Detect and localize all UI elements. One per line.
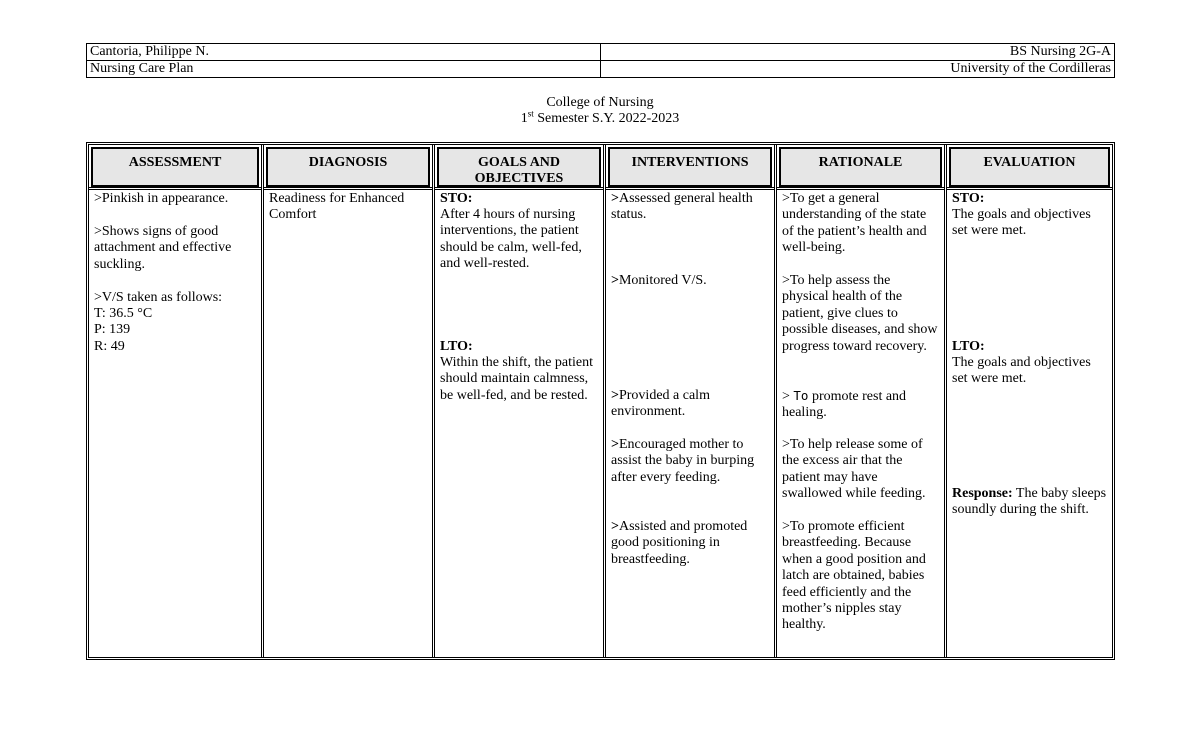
interventions-header: INTERVENTIONS (608, 147, 772, 187)
intervention-2: >Monitored V/S. (611, 273, 707, 288)
rationale-5: >To promote efficient breastfeeding. Because when a good position and latch are obtained, babies feed efficiently and the mother’s nipples stay healthy. (782, 519, 926, 633)
semester-sup: st (527, 108, 534, 119)
vital-temperature: T: 36.5 °C (94, 306, 153, 321)
semester-rest: Semester S.Y. 2022-2023 (533, 111, 680, 126)
goals-sto-text: After 4 hours of nursing interventions, the patient should be calm, well-fed, and well-rested. (440, 207, 582, 272)
rationale-1: >To get a general understanding of the state of the patient’s health and well-being. (782, 191, 927, 256)
goals-lto-text: Within the shift, the patient should maintain calmness, be well-fed, and be rested. (440, 355, 594, 403)
intervention-5: >Assisted and promoted good positioning in breastfeeding. (611, 519, 748, 567)
college-title: College of Nursing (546, 95, 654, 110)
assessment-column (89, 145, 261, 657)
student-name: Cantoria, Philippe N. (87, 44, 601, 61)
rationale-2: >To help assess the physical health of the patient, give clues to possible diseases, and show progress toward recovery. (782, 273, 938, 354)
rationale-4: >To help release some of the excess air that the patient may have swallowed while feeding. (782, 437, 926, 502)
goals-column (432, 145, 603, 657)
semester-ordinal: 1 (520, 111, 528, 126)
care-plan-table (86, 142, 1115, 660)
assessment-item-1: >Pinkish in appearance. (94, 191, 229, 206)
evaluation-lto-label: LTO: (952, 339, 985, 354)
diagnosis-column (261, 145, 432, 657)
assessment-item-3: >V/S taken as follows: (94, 290, 223, 305)
assessment-item-2: >Shows signs of good attachment and effective suckling. (94, 224, 232, 272)
goals-sto-label: STO: (440, 191, 473, 206)
vital-pulse: P: 139 (94, 322, 131, 337)
intervention-3: >Provided a calm environment. (611, 388, 710, 420)
goals-header: GOALS AND OBJECTIVES (437, 147, 601, 187)
semester-title (0, 108, 1200, 127)
university: University of the Cordilleras (601, 61, 1115, 78)
evaluation-header: EVALUATION (949, 147, 1110, 187)
rationale-3: > To promote rest and healing. (782, 388, 907, 421)
intervention-4: >Encouraged mother to assist the baby in burping after every feeding. (611, 437, 755, 485)
diagnosis-header: DIAGNOSIS (266, 147, 430, 187)
diagnosis-text: Readiness for Enhanced Comfort (269, 191, 405, 223)
evaluation-column (944, 145, 1112, 657)
interventions-column (603, 145, 774, 657)
evaluation-sto-text: The goals and objectives set were met. (952, 207, 1091, 239)
intervention-1: >Assessed general health status. (611, 191, 753, 223)
evaluation-response: Response: The baby sleeps soundly during the shift. (952, 486, 1107, 518)
rationale-column (774, 145, 944, 657)
header-table (86, 43, 1115, 78)
evaluation-lto-text: The goals and objectives set were met. (952, 355, 1091, 387)
program: BS Nursing 2G-A (601, 44, 1115, 61)
assessment-header: ASSESSMENT (91, 147, 259, 187)
document-type: Nursing Care Plan (87, 61, 601, 78)
vital-respiration: R: 49 (94, 339, 125, 354)
goals-lto-label: LTO: (440, 339, 473, 354)
evaluation-sto-label: STO: (952, 191, 985, 206)
rationale-header: RATIONALE (779, 147, 942, 187)
